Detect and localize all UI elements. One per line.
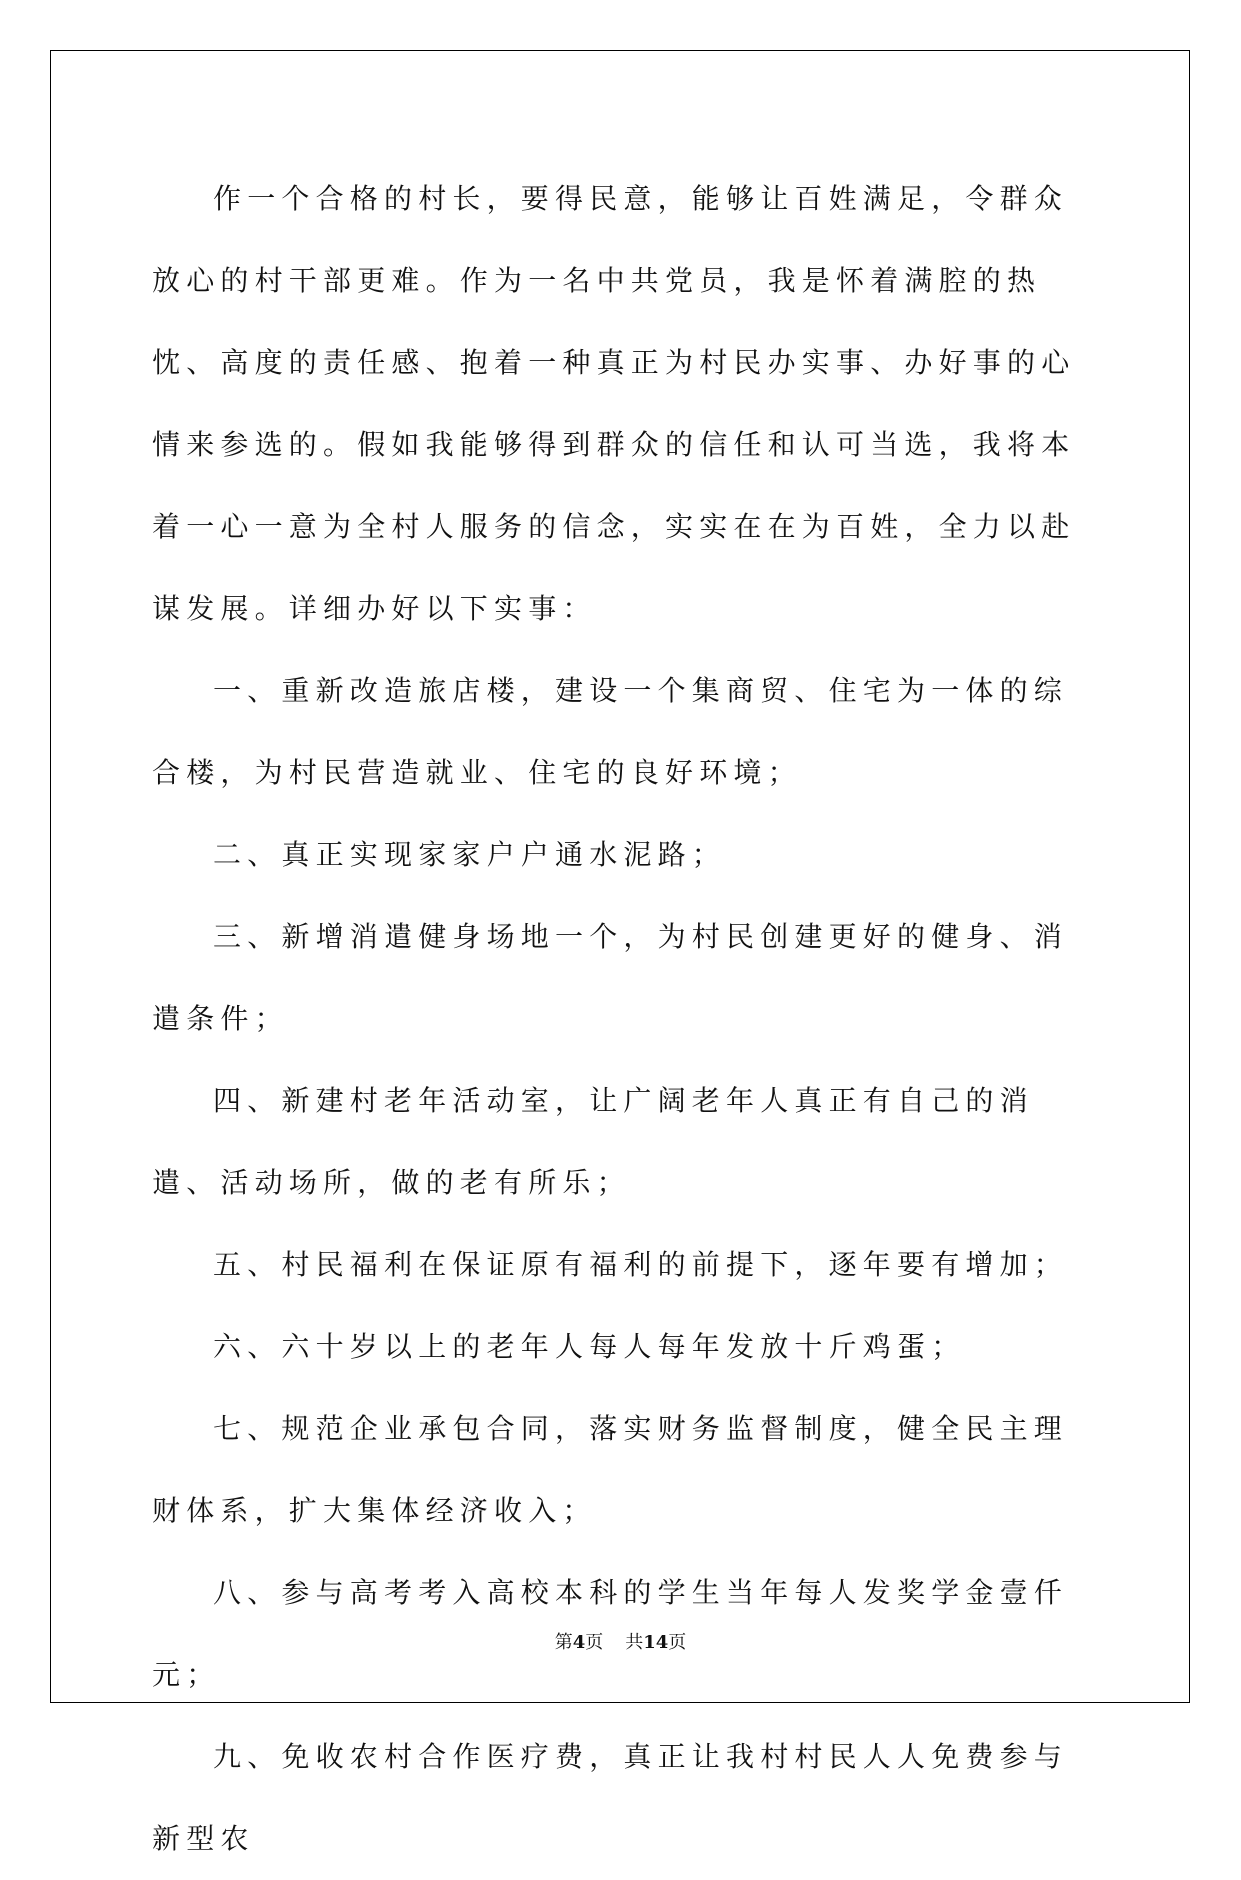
paragraph-item-3: 三、新增消遣健身场地一个，为村民创建更好的健身、消遣条件；	[152, 920, 1069, 1035]
paragraph-item-4: 四、新建村老年活动室，让广阔老年人真正有自己的消遣、活动场所，做的老有所乐；	[152, 1084, 1034, 1199]
page-suffix: 页	[585, 1632, 604, 1653]
paragraph-intro: 作一个合格的村长，要得民意，能够让百姓满足，令群众放心的村干部更难。作为一名中共党员，我是怀着满腔的热忱、高度的责任感、抱着一种真正为村民办实事、办好事的心情来参选的。假如我能够得到群众的信任和认可当选，我将本着一心一意为全村人服务的信念，实实在在为百姓，全力以赴谋发展。详细办好以下实事：	[152, 182, 1076, 625]
paragraph-item-7: 七、规范企业承包合同，落实财务监督制度，健全民主理财体系，扩大集体经济收入；	[152, 1412, 1069, 1527]
page-number: 4	[572, 1632, 586, 1653]
page-footer	[0, 1628, 1241, 1654]
document-body	[152, 158, 1092, 1880]
total-suffix: 页	[668, 1632, 687, 1653]
page-prefix: 第	[554, 1632, 573, 1653]
paragraph-item-6: 六、六十岁以上的老年人每人每年发放十斤鸡蛋；	[213, 1330, 966, 1363]
paragraph-item-1: 一、重新改造旅店楼，建设一个集商贸、住宅为一体的综合楼，为村民营造就业、住宅的良好环境；	[152, 674, 1069, 789]
paragraph-item-9: 九、免收农村合作医疗费，真正让我村村民人人免费参与新型农	[152, 1740, 1069, 1855]
paragraph-item-8: 八、参与高考考入高校本科的学生当年每人发奖学金壹仟元；	[152, 1576, 1069, 1691]
total-prefix: 共	[625, 1632, 644, 1653]
paragraph-item-5: 五、村民福利在保证原有福利的前提下，逐年要有增加；	[213, 1248, 1069, 1281]
total-pages: 14	[643, 1632, 669, 1653]
paragraph-item-2: 二、真正实现家家户户通水泥路；	[213, 838, 727, 871]
